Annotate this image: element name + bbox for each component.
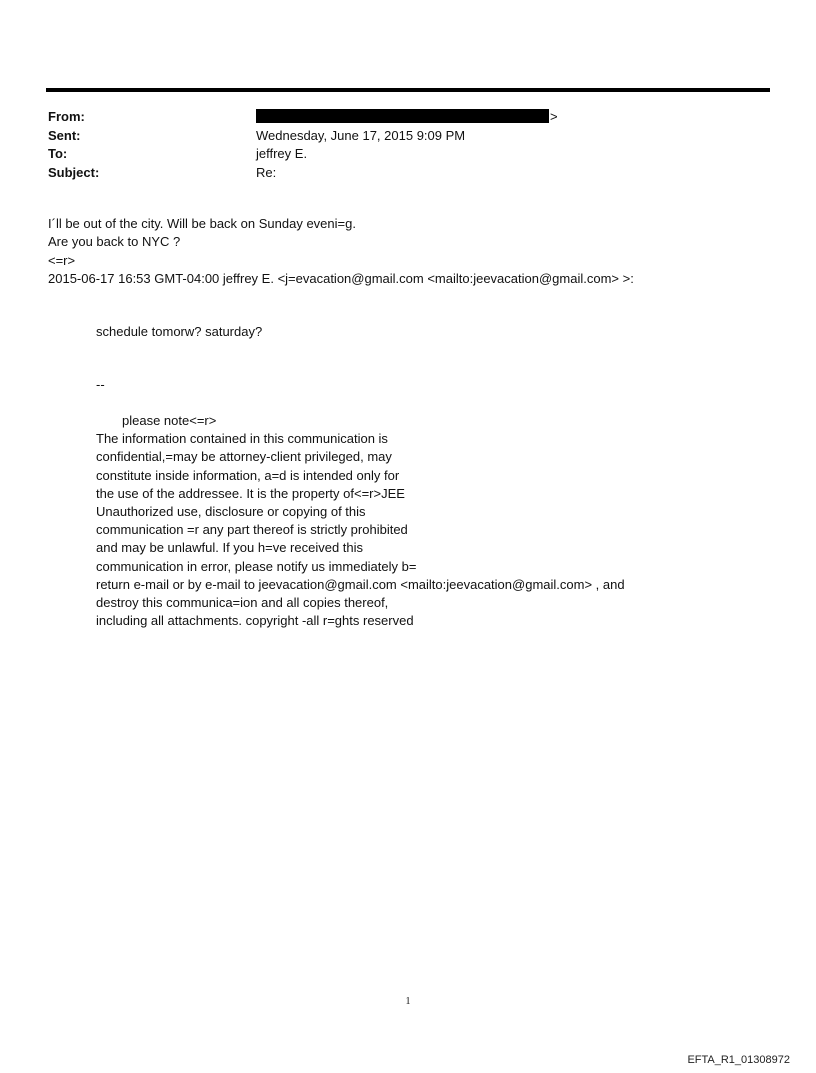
subject-row [48, 164, 748, 183]
document-id: EFTA_R1_01308972 [687, 1054, 790, 1066]
disclaimer-line: communication =r any part thereof is strictly prohibited [96, 522, 408, 538]
to-label: To: [48, 146, 68, 161]
disclaimer-line: constitute inside information, a=d is intended only for [96, 467, 400, 483]
from-row [48, 108, 748, 127]
disclaimer-line: including all attachments. copyright -all r=ghts reserved [96, 613, 414, 629]
sent-label: Sent: [48, 127, 81, 143]
body-line: I´ll be out of the city. Will be back on Sunday eveni=g. [48, 216, 356, 231]
subject-value: Re: [256, 164, 277, 180]
header-rule [46, 88, 770, 92]
quoted-schedule: schedule tomorw? saturday? [96, 324, 263, 339]
disclaimer-line: confidential,=may be attorney-client privileged, may [96, 449, 392, 465]
sent-row [48, 127, 748, 146]
disclaimer-line: communication in error, please notify us immediately b= [96, 558, 417, 574]
disclaimer-line: The information contained in this communication is [96, 431, 388, 447]
page-number: 1 [405, 996, 411, 1007]
disclaimer-line: destroy this communica=ion and all copies thereof, [96, 595, 389, 611]
sent-value: Wednesday, June 17, 2015 9:09 PM [256, 127, 466, 143]
body-line: <=r> [48, 252, 76, 268]
disclaimer [96, 412, 776, 630]
disclaimer-line: return e-mail or by e-mail to jeevacation@gmail.com <mailto:jeevacation@gmail.com> , and [96, 576, 625, 592]
to-value: jeffrey E. [256, 146, 308, 161]
disclaimer-line: please note<=r> [122, 413, 217, 428]
disclaimer-line: Unauthorized use, disclosure or copying of this [96, 504, 366, 520]
disclaimer-line: the use of the addressee. It is the property of<=r>JEE [96, 485, 405, 501]
from-label: From: [48, 109, 85, 124]
email-header [48, 108, 748, 182]
subject-label: Subject: [48, 164, 100, 180]
from-value [256, 108, 558, 127]
body-line: Are you back to NYC ? [48, 234, 181, 250]
disclaimer-line: and may be unlawful. If you h=ve received this [96, 540, 364, 556]
message-body [48, 215, 788, 288]
signature-separator: -- [96, 377, 105, 392]
from-suffix: > [550, 109, 558, 124]
to-row [48, 145, 748, 164]
redaction-bar [256, 109, 549, 123]
quote-attribution: 2015-06-17 16:53 GMT-04:00 jeffrey E. <j=evacation@gmail.com <mailto:jeevacation@gmail.com> >: [48, 270, 634, 286]
